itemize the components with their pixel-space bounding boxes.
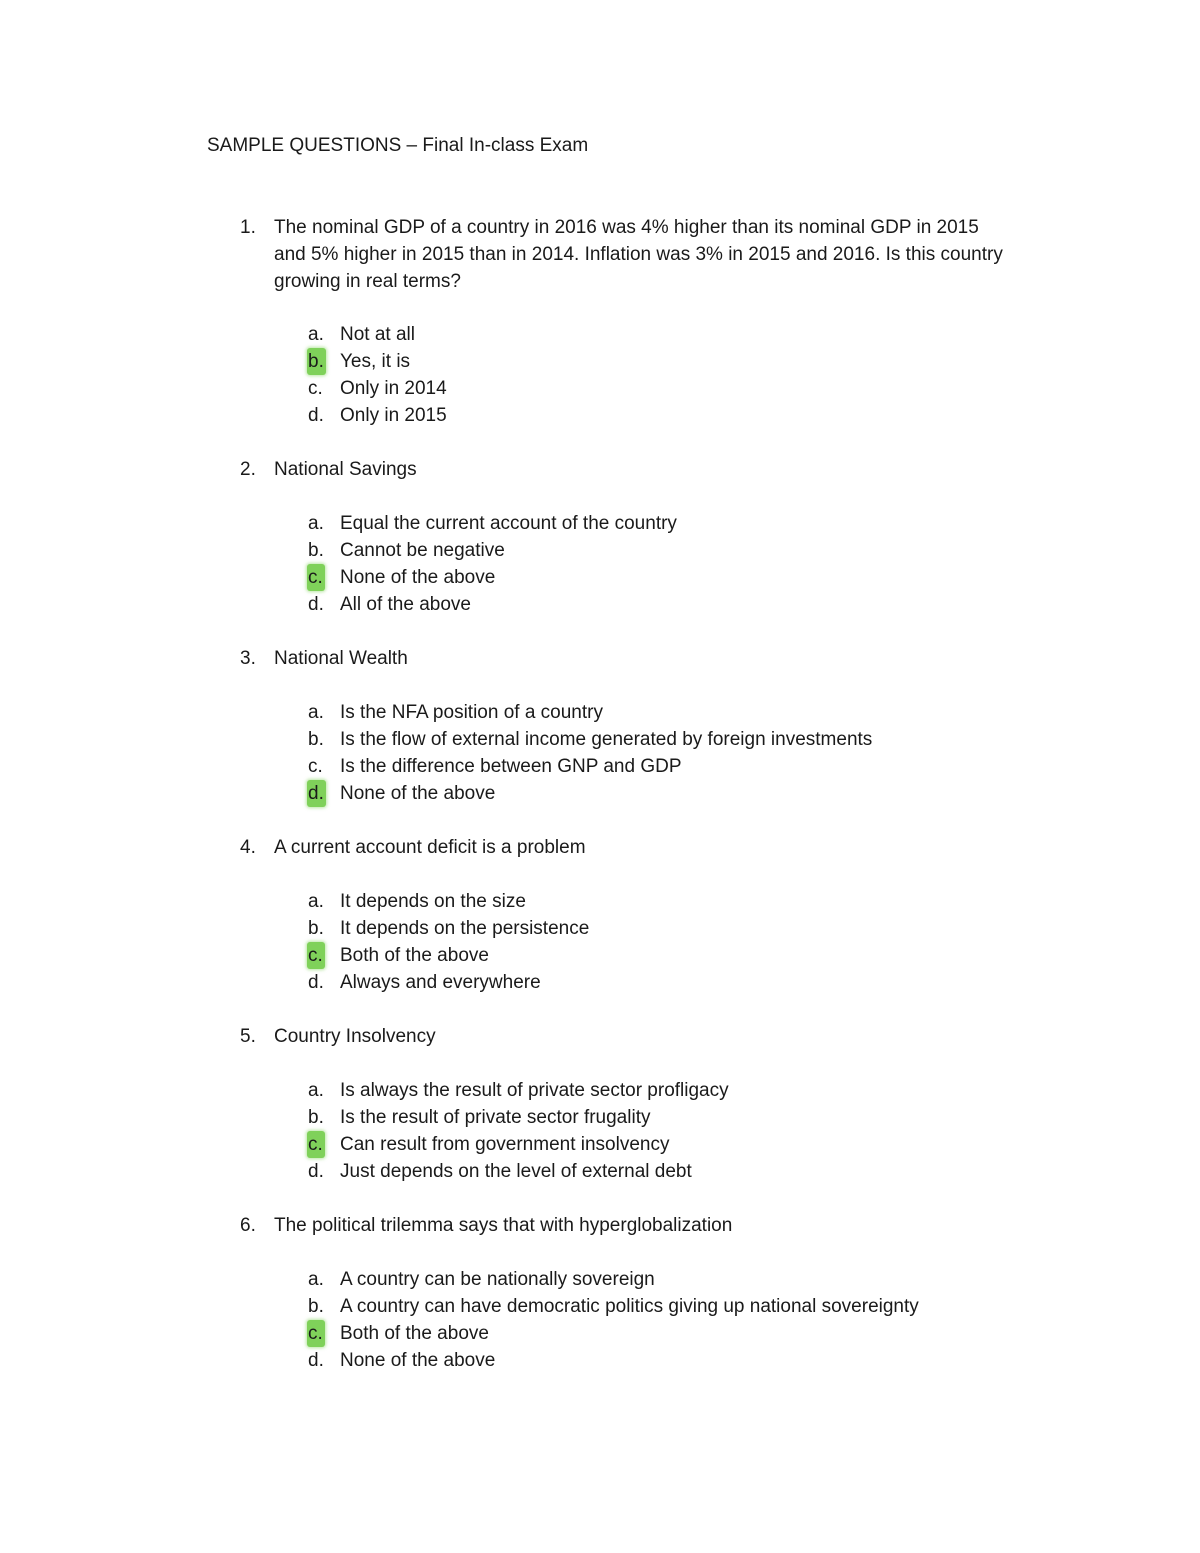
option-text: Can result from government insolvency <box>340 1134 670 1155</box>
option-text: Just depends on the level of external debt <box>340 1161 692 1182</box>
option-b <box>0 1104 1200 1131</box>
answer-highlight: d. <box>307 780 326 807</box>
option-b <box>0 348 1200 375</box>
option-c <box>0 1131 1200 1158</box>
option-c <box>0 564 1200 591</box>
option-letter: c. <box>308 756 323 777</box>
option-letter: c. <box>308 378 323 399</box>
question-number: 6. <box>240 1215 256 1236</box>
question-text: Country Insolvency <box>274 1026 436 1047</box>
option-letter: d. <box>308 405 324 426</box>
option-b <box>0 537 1200 564</box>
answer-highlight: c. <box>307 942 325 969</box>
option-d <box>0 402 1200 429</box>
option-text: A country can have democratic politics giving up national sovereignty <box>340 1296 919 1317</box>
option-letter: b. <box>308 540 324 561</box>
option-text: Only in 2015 <box>340 405 447 426</box>
answer-highlight: c. <box>307 564 325 591</box>
option-d <box>0 1158 1200 1185</box>
question-text: National Wealth <box>274 648 408 669</box>
option-letter: b. <box>308 1296 324 1317</box>
option-d <box>0 1347 1200 1374</box>
option-text: Only in 2014 <box>340 378 447 399</box>
document-title: SAMPLE QUESTIONS – Final In-class Exam <box>207 135 589 156</box>
option-text: Is the flow of external income generated by foreign investments <box>340 729 873 750</box>
option-text: Equal the current account of the country <box>340 513 677 534</box>
option-letter: a. <box>308 324 324 345</box>
option-c <box>0 1320 1200 1347</box>
option-a <box>0 699 1200 726</box>
option-d <box>0 969 1200 996</box>
option-b <box>0 915 1200 942</box>
option-text: All of the above <box>340 594 471 615</box>
option-letter: a. <box>308 891 324 912</box>
question-text: The nominal GDP of a country in 2016 was 4% higher than its nominal GDP in 2015 and 5% higher in 2015 than in 2014. Inflation was 3% in 2015 and 2016. Is this country growing in real terms? <box>274 217 1003 292</box>
option-text: Yes, it is <box>340 351 411 372</box>
option-a <box>0 510 1200 537</box>
question-number: 2. <box>240 459 256 480</box>
option-letter: a. <box>308 513 324 534</box>
option-d <box>0 591 1200 618</box>
option-text: Is always the result of private sector profligacy <box>340 1080 729 1101</box>
option-b <box>0 726 1200 753</box>
option-text: It depends on the persistence <box>340 918 590 939</box>
option-text: Is the result of private sector frugality <box>340 1107 651 1128</box>
option-c <box>0 375 1200 402</box>
option-text: Both of the above <box>340 945 489 966</box>
question-number: 5. <box>240 1026 256 1047</box>
option-text: Is the difference between GNP and GDP <box>340 756 682 777</box>
option-letter: a. <box>308 1269 324 1290</box>
option-letter: d. <box>308 1350 324 1371</box>
question-text: A current account deficit is a problem <box>274 837 586 858</box>
option-letter: b. <box>308 729 324 750</box>
option-a <box>0 1077 1200 1104</box>
option-letter: a. <box>308 702 324 723</box>
option-text: Is the NFA position of a country <box>340 702 603 723</box>
option-text: Always and everywhere <box>340 972 541 993</box>
option-d <box>0 780 1200 807</box>
question-number: 3. <box>240 648 256 669</box>
question-number: 4. <box>240 837 256 858</box>
question-text: National Savings <box>274 459 417 480</box>
option-c <box>0 753 1200 780</box>
question-number: 1. <box>240 217 256 238</box>
option-letter: d. <box>308 594 324 615</box>
option-a <box>0 888 1200 915</box>
option-text: Not at all <box>340 324 415 345</box>
option-text: It depends on the size <box>340 891 526 912</box>
option-a <box>0 321 1200 348</box>
answer-highlight: c. <box>307 1320 325 1347</box>
option-letter: a. <box>308 1080 324 1101</box>
option-text: Cannot be negative <box>340 540 505 561</box>
option-letter: d. <box>308 972 324 993</box>
option-text: None of the above <box>340 567 496 588</box>
option-c <box>0 942 1200 969</box>
option-text: Both of the above <box>340 1323 489 1344</box>
option-b <box>0 1293 1200 1320</box>
option-text: None of the above <box>340 1350 496 1371</box>
answer-highlight: b. <box>307 348 326 375</box>
question-text: The political trilemma says that with hyperglobalization <box>274 1215 733 1236</box>
option-a <box>0 1266 1200 1293</box>
answer-highlight: c. <box>307 1131 325 1158</box>
option-text: A country can be nationally sovereign <box>340 1269 655 1290</box>
option-text: None of the above <box>340 783 496 804</box>
option-letter: b. <box>308 918 324 939</box>
option-letter: d. <box>308 1161 324 1182</box>
option-letter: b. <box>308 1107 324 1128</box>
